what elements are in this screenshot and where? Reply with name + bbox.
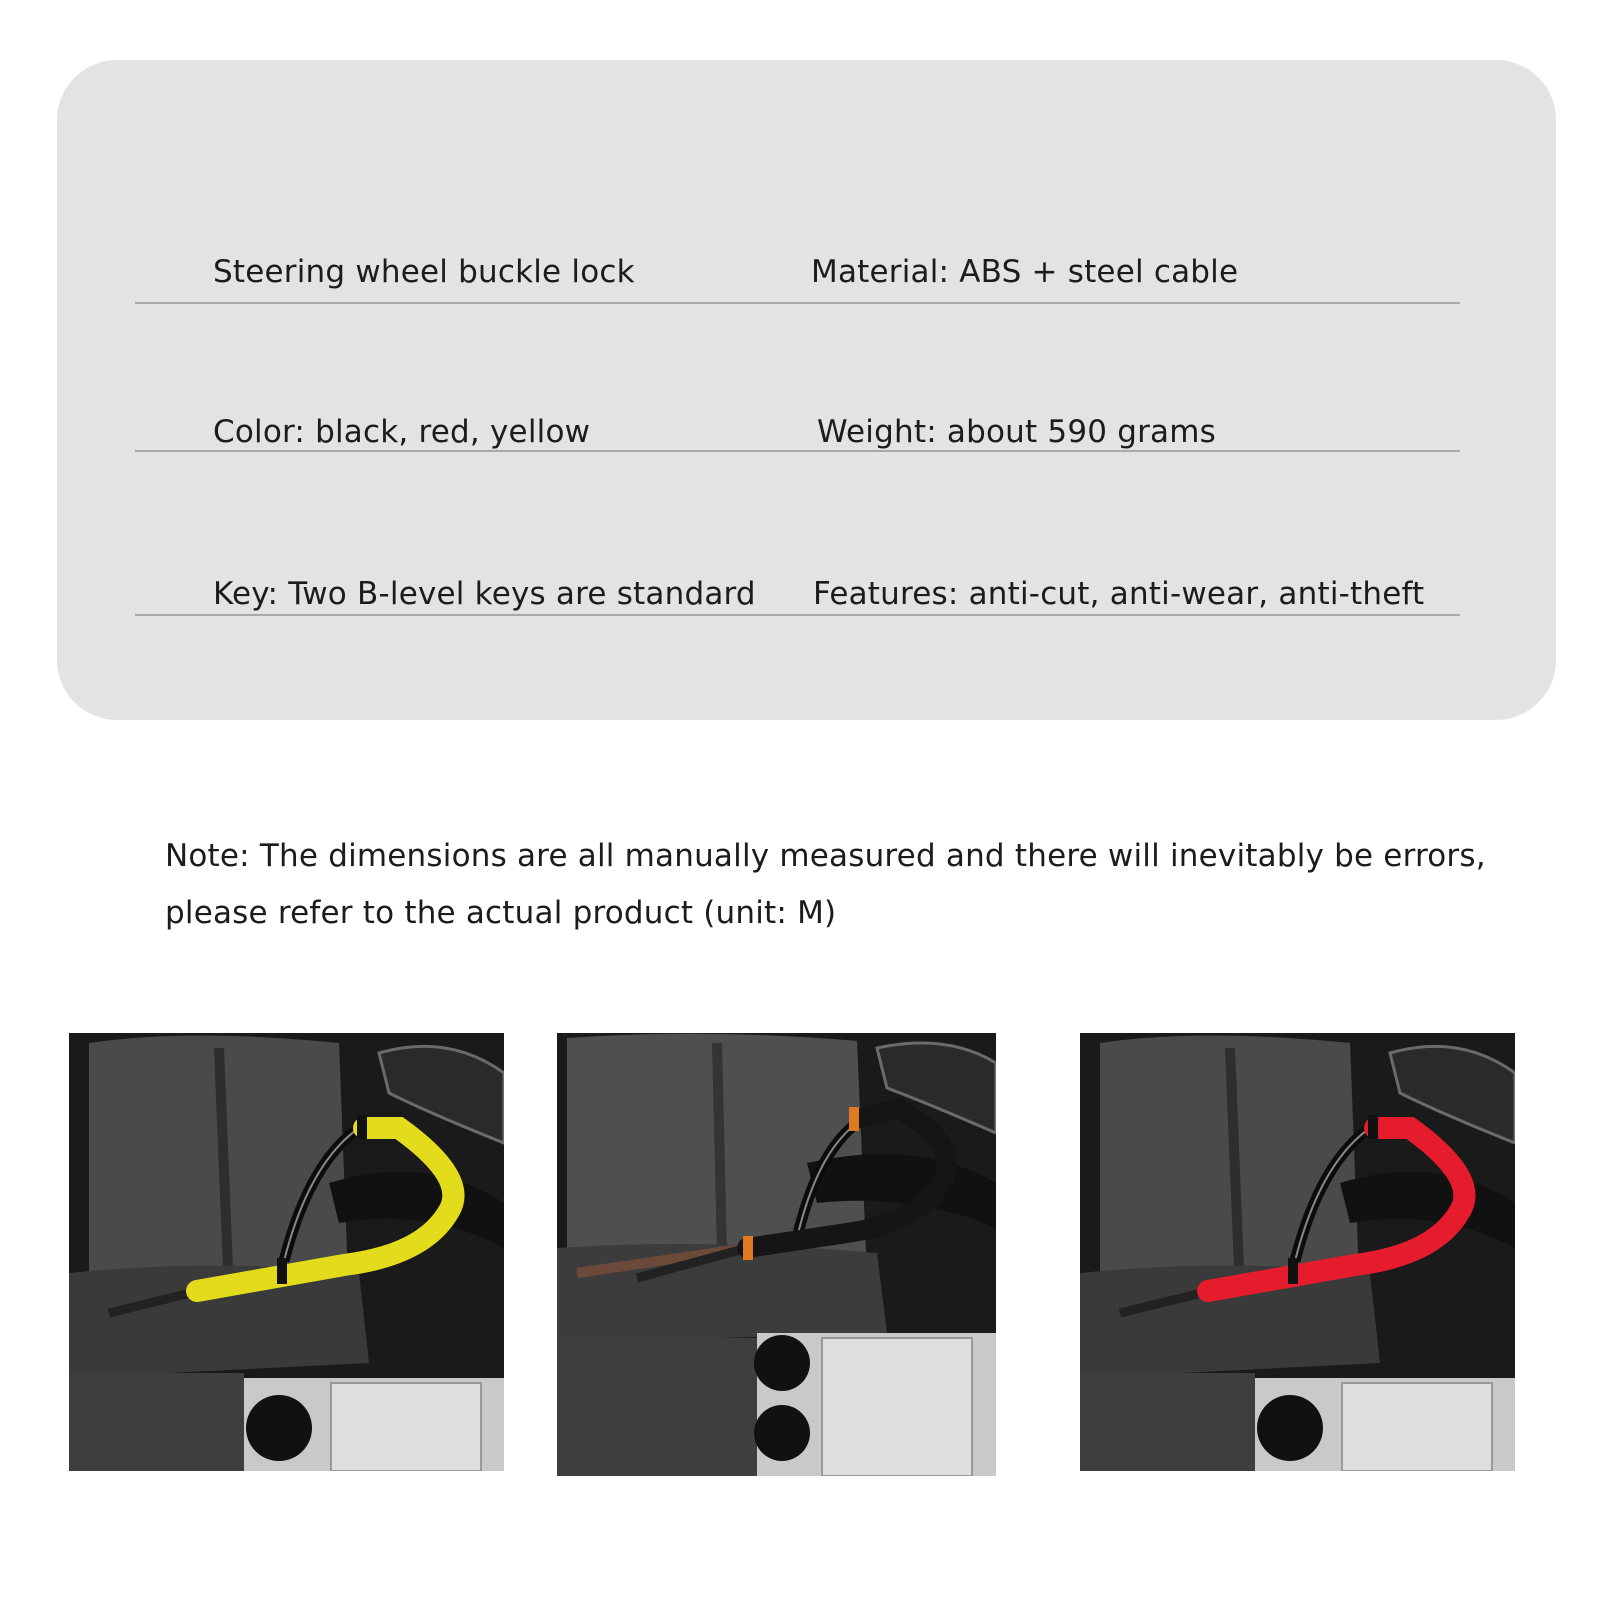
- spec-product-name: Steering wheel buckle lock: [213, 254, 635, 290]
- spec-color: Color: black, red, yellow: [213, 414, 591, 450]
- spec-divider: [135, 614, 1460, 616]
- dimension-note: [165, 828, 1486, 942]
- spec-divider: [135, 302, 1460, 304]
- spec-weight: Weight: about 590 grams: [817, 414, 1216, 450]
- spec-key: Key: Two B-level keys are standard: [213, 576, 756, 612]
- product-photo-red: [1080, 1033, 1515, 1471]
- spec-divider: [135, 450, 1460, 452]
- product-photo-black: [557, 1033, 996, 1476]
- spec-features: Features: anti-cut, anti-wear, anti-theft: [813, 576, 1425, 612]
- car-interior-illustration: [69, 1033, 504, 1471]
- note-line-1: Note: The dimensions are all manually measured and there will inevitably be errors,: [165, 838, 1486, 874]
- spec-material: Material: ABS + steel cable: [811, 254, 1239, 290]
- car-interior-illustration: [557, 1033, 996, 1476]
- note-line-2: please refer to the actual product (unit: M): [165, 895, 837, 931]
- product-photo-yellow: [69, 1033, 504, 1471]
- car-interior-illustration: [1080, 1033, 1515, 1471]
- spec-card: [57, 60, 1556, 720]
